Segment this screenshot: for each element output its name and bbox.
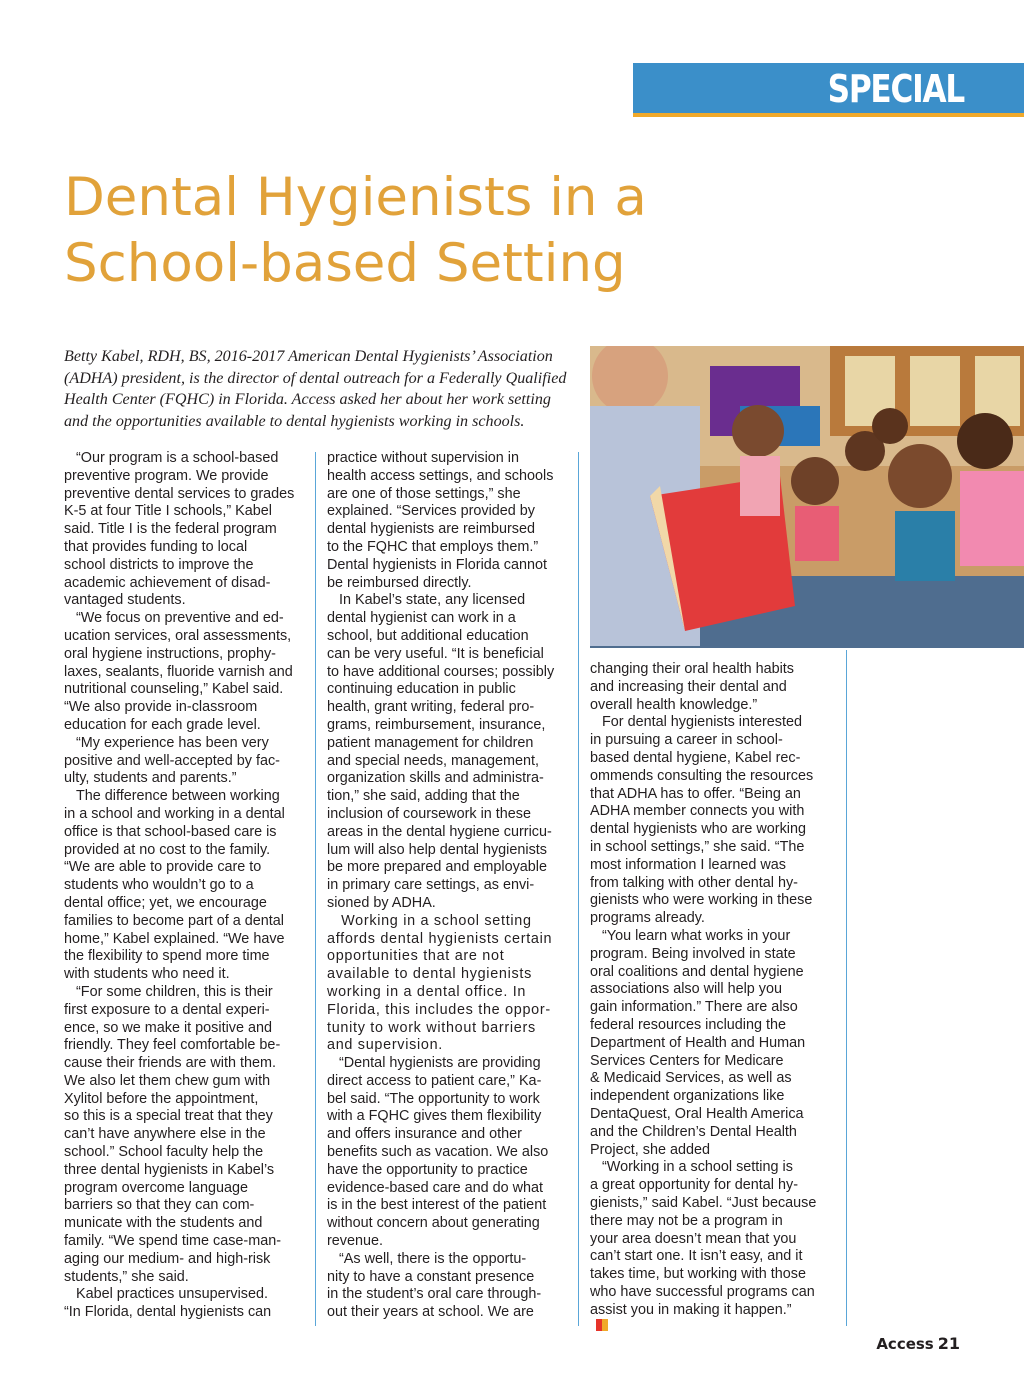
text-line: program. Being involved in state <box>590 945 796 962</box>
text-line: “Dental hygienists are providing <box>327 1055 541 1072</box>
intro-line: Betty Kabel, RDH, BS, 2016-2017 American Dental Hygienists’ Association <box>64 348 553 365</box>
text-line: preventive program. We provide <box>64 467 269 484</box>
text-line: in a school and working in a dental <box>64 805 285 822</box>
text-line: dental hygienist can work in a <box>327 610 516 627</box>
section-banner <box>633 63 1024 155</box>
text-line: families to become part of a dental <box>64 912 284 929</box>
text-line: from talking with other dental hy- <box>590 874 798 891</box>
text-line: Florida, this includes the oppor- <box>327 1001 551 1018</box>
text-line: academic achievement of disad- <box>64 574 271 591</box>
intro-line: (ADHA) president, is the director of dental outreach for a Federally Qualified <box>64 369 567 387</box>
text-line: K-5 at four Title I schools,” Kabel <box>64 503 272 520</box>
text-line: practice without supervision in <box>327 450 519 466</box>
text-line: gienists who were working in these <box>590 892 813 909</box>
page-number: 21 <box>937 1334 960 1353</box>
text-line: cause their friends are with them. <box>64 1055 276 1072</box>
text-line: to have additional courses; possibly <box>327 663 555 680</box>
text-line: “In Florida, dental hygienists can <box>64 1304 272 1321</box>
text-line: preventive dental services to grades <box>64 485 295 502</box>
text-line: federal resources including the <box>590 1016 786 1033</box>
text-line: health, grant writing, federal pro- <box>327 699 535 716</box>
text-line: revenue. <box>327 1233 384 1250</box>
text-line: oral coalitions and dental hygiene <box>590 963 804 980</box>
column-1 <box>64 450 308 1322</box>
text-line: Department of Health and Human <box>590 1034 806 1051</box>
column-divider <box>315 452 316 1326</box>
text-line: DentaQuest, Oral Health America <box>590 1105 804 1122</box>
text-line: Project, she added <box>590 1141 711 1158</box>
text-line: school, but additional education <box>327 627 529 644</box>
text-line: “Working in a school setting is <box>590 1159 793 1176</box>
text-line: assist you in making it happen.” <box>590 1302 840 1332</box>
text-line: your area doesn’t mean that you <box>590 1230 797 1247</box>
text-line: with a FQHC gives them flexibility <box>327 1108 542 1125</box>
text-line: areas in the dental hygiene curricu- <box>327 823 552 840</box>
text-line: ADHA member connects you with <box>590 803 805 820</box>
text-line: municate with the students and <box>64 1215 263 1232</box>
text-line: office is that school-based care is <box>64 823 277 840</box>
text-line: program overcome language <box>64 1179 248 1196</box>
text-line: Kabel practices unsupervised. <box>64 1286 268 1303</box>
end-of-article-icon <box>596 1319 608 1331</box>
text-line: “Our program is a school-based <box>64 450 279 466</box>
column-3 <box>590 661 840 1331</box>
text-line: organization skills and administra- <box>327 770 544 787</box>
text-line: education for each grade level. <box>64 716 261 733</box>
text-line: there may not be a program in <box>590 1212 783 1229</box>
column-2 <box>327 450 573 1322</box>
text-line: opportunities that are not <box>327 948 505 965</box>
text-line: grams, reimbursement, insurance, <box>327 716 546 733</box>
text-line: most information I learned was <box>590 856 786 873</box>
text-line: takes time, but working with those <box>590 1266 806 1283</box>
text-line: changing their oral health habits <box>590 661 795 677</box>
text-line: be reimbursed directly. <box>327 574 472 591</box>
text-line: The difference between working <box>64 788 280 805</box>
section-label: SPECIAL FEATURE <box>816 67 964 155</box>
text-line: provided at no cost to the family. <box>64 841 271 858</box>
text-line: In Kabel’s state, any licensed <box>327 592 526 609</box>
text-line: programs already. <box>590 910 705 927</box>
text-line: in the student’s oral care through- <box>327 1286 542 1303</box>
text-line: tunity to work without barriers <box>327 1019 536 1036</box>
text-line: lum will also help dental hygienists <box>327 841 547 858</box>
text-line: to the FQHC that employs them.” <box>327 538 539 555</box>
text-line: ulty, students and parents.” <box>64 770 237 787</box>
text-line: family. “We spend time case-man- <box>64 1233 281 1250</box>
text-line: and increasing their dental and <box>590 678 787 695</box>
text-line: and the Children’s Dental Health <box>590 1123 797 1140</box>
text-line: ommends consulting the resources <box>590 767 814 784</box>
column-divider <box>846 650 847 1326</box>
text-line: who have successful programs can <box>590 1283 815 1300</box>
text-line: “For some children, this is their <box>64 983 273 1000</box>
text-line: evidence-based care and do what <box>327 1179 544 1196</box>
text-line: “We focus on preventive and ed- <box>64 610 284 627</box>
intro-line: and the opportunities available to dental hygienists working in schools. <box>64 412 525 430</box>
column-divider <box>578 452 579 1326</box>
text-line: out their years at school. We are <box>327 1304 534 1321</box>
text-line: can be very useful. “It is beneficial <box>327 645 544 662</box>
text-line: laxes, sealants, fluoride varnish and <box>64 663 293 680</box>
text-line: so this is a special treat that they <box>64 1108 273 1125</box>
text-line: Dental hygienists in Florida cannot <box>327 556 547 573</box>
title-line: Dental Hygienists in a <box>64 167 647 228</box>
text-line: in pursuing a career in school- <box>590 732 783 749</box>
text-line: inclusion of coursework in these <box>327 805 531 822</box>
text-line: that ADHA has to offer. “Being an <box>590 785 801 802</box>
intro-line: Health Center (FQHC) in Florida. Access asked her about her work setting <box>64 391 551 408</box>
text-line: For dental hygienists interested <box>590 714 802 731</box>
text-line: “My experience has been very <box>64 734 269 751</box>
text-line: available to dental hygienists <box>327 966 533 983</box>
page-footer <box>876 1334 960 1353</box>
text-line: can’t start one. It isn’t easy, and it <box>590 1248 803 1265</box>
text-line: gienists,” said Kabel. “Just because <box>590 1194 817 1211</box>
text-line: based dental hygiene, Kabel rec- <box>590 749 801 766</box>
text-line: “We also provide in-classroom <box>64 699 258 716</box>
text-line: in primary care settings, as envi- <box>327 877 535 894</box>
text-line: We also let them chew gum with <box>64 1072 271 1089</box>
text-line: “You learn what works in your <box>590 927 791 944</box>
text-line: is in the best interest of the patient <box>327 1197 547 1214</box>
photo-illustration <box>590 346 1024 648</box>
text-line: ence, so we make it positive and <box>64 1019 272 1036</box>
text-line: can’t have anywhere else in the <box>64 1126 266 1143</box>
text-line: affords dental hygienists certain <box>327 930 553 947</box>
magazine-name: Access <box>876 1335 934 1353</box>
text-line: bel said. “The opportunity to work <box>327 1090 540 1107</box>
text-line: tion,” she said, adding that the <box>327 788 520 805</box>
text-line: ucation services, oral assessments, <box>64 627 292 644</box>
text-line: dental hygienists are reimbursed <box>327 521 535 538</box>
text-line: Xylitol before the appointment, <box>64 1090 259 1107</box>
text-line: barriers so that they can com- <box>64 1197 255 1214</box>
text-line: with students who need it. <box>64 966 230 983</box>
text-line: and special needs, management, <box>327 752 540 769</box>
text-line: and supervision. <box>327 1037 443 1054</box>
text-line: working in a dental office. In <box>327 983 527 1000</box>
text-line: home,” Kabel explained. “We have <box>64 930 285 947</box>
text-line: & Medicaid Services, as well as <box>590 1070 792 1087</box>
text-line: Services Centers for Medicare <box>590 1052 784 1069</box>
text-line: positive and well-accepted by fac- <box>64 752 280 769</box>
text-line: vantaged students. <box>64 592 186 609</box>
text-line: explained. “Services provided by <box>327 503 535 520</box>
text-line: overall health knowledge.” <box>590 696 758 713</box>
text-line: dental office; yet, we encourage <box>64 894 267 911</box>
text-line: direct access to patient care,” Ka- <box>327 1072 542 1089</box>
text-line: students who wouldn’t go to a <box>64 877 254 894</box>
text-line: first exposure to a dental experi- <box>64 1001 270 1018</box>
text-line: health access settings, and schools <box>327 467 554 484</box>
text-line: sioned by ADHA. <box>327 894 436 911</box>
text-line: without concern about generating <box>327 1215 540 1232</box>
article-intro <box>64 346 584 432</box>
article-title <box>64 165 764 297</box>
text-line: gain information.” There are also <box>590 999 798 1016</box>
text-line: in school settings,” she said. “The <box>590 838 805 855</box>
text-line: aging our medium- and high-risk <box>64 1250 271 1267</box>
text-line: “As well, there is the opportu- <box>327 1250 527 1267</box>
text-line: have the opportunity to practice <box>327 1161 528 1178</box>
classroom-photo <box>590 346 1024 648</box>
text-line: patient management for children <box>327 734 534 751</box>
text-line: Working in a school setting <box>327 912 532 929</box>
text-line: three dental hygienists in Kabel’s <box>64 1161 275 1178</box>
text-line: continuing education in public <box>327 681 516 698</box>
text-line: school.” School faculty help the <box>64 1144 264 1161</box>
text-line: school districts to improve the <box>64 556 254 573</box>
text-line: independent organizations like <box>590 1088 785 1105</box>
text-line: nity to have a constant presence <box>327 1268 535 1285</box>
text-line: a great opportunity for dental hy- <box>590 1177 798 1194</box>
text-line: associations also will help you <box>590 981 782 998</box>
title-line: School-based Setting <box>64 233 626 294</box>
text-line: “We are able to provide care to <box>64 859 262 876</box>
text-line: nutritional counseling,” Kabel said. <box>64 681 284 698</box>
text-line: the flexibility to spend more time <box>64 948 270 965</box>
text-line: benefits such as vacation. We also <box>327 1144 549 1161</box>
text-line: friendly. They feel comfortable be- <box>64 1037 281 1054</box>
text-line: students,” she said. <box>64 1268 189 1285</box>
text-line: are one of those settings,” she <box>327 485 521 502</box>
text-line: oral hygiene instructions, prophy- <box>64 645 276 662</box>
text-line: said. Title I is the federal program <box>64 521 277 538</box>
text-line: that provides funding to local <box>64 538 248 555</box>
text-line: dental hygienists who are working <box>590 821 806 838</box>
text-line: and offers insurance and other <box>327 1126 522 1143</box>
text-line: be more prepared and employable <box>327 859 547 876</box>
